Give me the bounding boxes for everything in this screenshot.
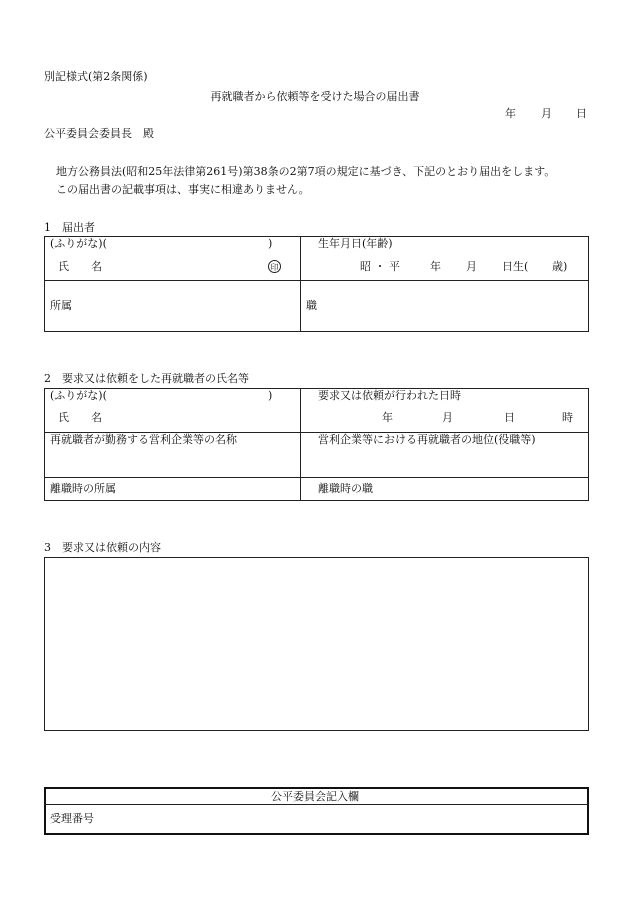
- date-month-label: 月: [541, 107, 552, 120]
- intro-line-2: この届出書の記載事項は、事実に相違ありません。: [56, 183, 310, 196]
- former-position-label: 離職時の職: [318, 482, 373, 495]
- requester-name-label: 氏 名: [58, 411, 102, 424]
- applicant-table-hdivider: [44, 280, 589, 281]
- company-position-label: 営利企業等における再就職者の地位(役職等): [318, 433, 536, 446]
- office-use-heading: 公平委員会記入欄: [271, 790, 359, 803]
- request-date-year: 年: [382, 411, 393, 424]
- request-content-box: [44, 557, 589, 731]
- request-date-day: 日: [504, 411, 515, 424]
- seal-mark: 印: [268, 260, 281, 273]
- document-title: 再就職者から依頼等を受けた場合の届出書: [210, 90, 420, 103]
- dob-label: 生年月日(年齢): [318, 237, 393, 250]
- date-year-label: 年: [505, 107, 516, 120]
- office-use-divider: [44, 804, 589, 805]
- former-affiliation-label: 離職時の所属: [50, 482, 116, 495]
- requester-furigana-open: (ふりがな)(: [50, 389, 107, 402]
- dob-month: 月: [466, 260, 477, 273]
- request-date-month: 月: [442, 411, 453, 424]
- request-date-hour: 時: [562, 411, 573, 424]
- request-date-label: 要求又は依頼が行われた日時: [318, 389, 461, 402]
- dob-year: 年: [430, 260, 441, 273]
- dob-era: 昭 ・ 平: [360, 260, 400, 273]
- applicant-furigana-close: ): [268, 237, 273, 250]
- requester-table-hdivider-2: [44, 477, 589, 478]
- applicant-table: [44, 236, 589, 332]
- date-day-label: 日: [576, 107, 587, 120]
- applicant-furigana-open: (ふりがな)(: [50, 237, 107, 250]
- affiliation-label: 所属: [50, 299, 72, 312]
- intro-line-1: 地方公務員法(昭和25年法律第261号)第38条の2第7項の規定に基づき、下記のとおり届出をします。: [56, 165, 556, 178]
- position-label: 職: [306, 299, 317, 312]
- form-reference: 別記様式(第2条関係): [44, 70, 148, 83]
- dob-age: 歳): [552, 260, 568, 273]
- applicant-table-vdivider: [300, 236, 301, 332]
- addressee: 公平委員会委員長 殿: [44, 127, 154, 140]
- requester-furigana-close: ): [268, 389, 273, 402]
- dob-day: 日生(: [502, 260, 529, 273]
- section-2-heading: 2 要求又は依頼をした再就職者の氏名等: [44, 372, 249, 385]
- company-name-label: 再就職者が勤務する営利企業等の名称: [50, 433, 237, 446]
- section-3-heading: 3 要求又は依頼の内容: [44, 541, 161, 554]
- requester-table-vdivider: [300, 388, 301, 501]
- section-1-heading: 1 届出者: [44, 221, 95, 234]
- receipt-number-label: 受理番号: [50, 812, 94, 825]
- applicant-name-label: 氏 名: [58, 260, 102, 273]
